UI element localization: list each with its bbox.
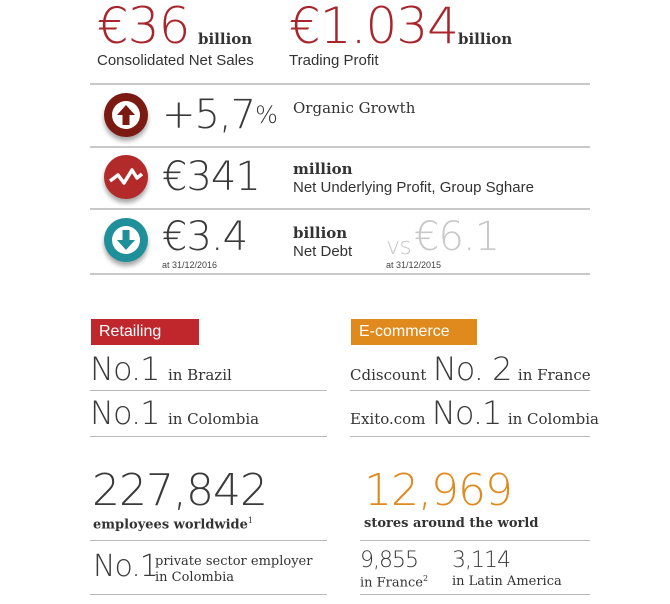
rank-text: in Colombia: [167, 410, 260, 428]
retailing-tag: Retailing: [91, 319, 199, 345]
employer-rank-text-1: private sector employer: [155, 554, 313, 569]
rank-value: No. 2: [432, 350, 512, 388]
net-profit-label: Net Underlying Profit, Group Sghare: [293, 179, 534, 196]
up-arrow-icon: [104, 93, 148, 137]
net-sales-label: Consolidated Net Sales: [97, 52, 254, 69]
divider: [360, 540, 590, 541]
retail-brazil-row: [90, 350, 232, 388]
rank-value: No.1: [90, 350, 160, 388]
divider: [350, 390, 590, 391]
organic-growth-number: +5,7: [162, 92, 256, 138]
rank-value: No.1: [431, 394, 502, 432]
latam-stores-label: in Latin America: [452, 574, 562, 589]
employer-rank-text-2: in Colombia: [155, 570, 234, 585]
organic-growth-label: Organic Growth: [293, 99, 416, 117]
divider: [350, 436, 590, 437]
divider: [90, 594, 327, 595]
divider: [360, 594, 590, 595]
trading-profit-label: Trading Profit: [289, 52, 379, 69]
divider: [90, 273, 590, 275]
net-sales-unit: billion: [198, 30, 253, 48]
france-stores-value: 9,855: [360, 548, 418, 573]
prev-debt-value: €6.1: [414, 214, 500, 260]
net-debt-unit: billion: [293, 224, 348, 242]
latam-stores-value: 3,114: [452, 548, 510, 573]
rank-text: in Brazil: [167, 366, 232, 384]
vs-label: vs: [386, 232, 411, 260]
retail-colombia-row: [90, 394, 259, 432]
france-stores-label-text: in France: [360, 575, 423, 591]
trading-profit-value: €1.034: [289, 0, 458, 55]
net-sales-value: €36: [97, 0, 190, 55]
divider: [90, 146, 590, 148]
rank-text: in France: [517, 366, 591, 384]
net-debt-label: Net Debt: [293, 243, 353, 260]
ecommerce-exito-row: [350, 394, 599, 432]
employer-rank-value: No.1: [93, 549, 158, 584]
net-profit-unit: million: [293, 160, 353, 178]
rank-text: in Colombia: [507, 410, 599, 428]
footnote-mark: 2: [423, 574, 429, 583]
rank-value: No.1: [90, 394, 160, 432]
divider: [90, 390, 327, 391]
employees-label: [93, 516, 253, 532]
employees-value: 227,842: [92, 465, 267, 516]
divider: [90, 83, 590, 85]
divider: [90, 540, 327, 541]
divider: [90, 208, 590, 210]
trading-profit-unit: billion: [458, 30, 513, 48]
ecommerce-cdiscount-row: [350, 350, 591, 388]
ecommerce-tag: E-commerce: [351, 319, 477, 345]
divider: [90, 436, 327, 437]
net-debt-date: at 31/12/2016: [162, 260, 218, 270]
footnote-mark: 1: [247, 516, 253, 525]
organic-growth-percent: %: [255, 101, 277, 129]
stores-value: 12,969: [364, 465, 512, 516]
employees-label-text: employees worldwide: [93, 517, 248, 533]
brand-name: Exito.com: [350, 410, 426, 428]
organic-growth-value: [162, 92, 277, 138]
net-profit-value: €341: [162, 154, 260, 200]
trend-zigzag-icon: [104, 155, 148, 199]
down-arrow-icon: [104, 218, 148, 262]
stores-label: stores around the world: [364, 516, 539, 531]
brand-name: Cdiscount: [350, 366, 427, 384]
france-stores-label: [360, 574, 428, 590]
net-debt-value: €3.4: [162, 214, 248, 260]
prev-debt-date: at 31/12/2015: [386, 260, 442, 270]
